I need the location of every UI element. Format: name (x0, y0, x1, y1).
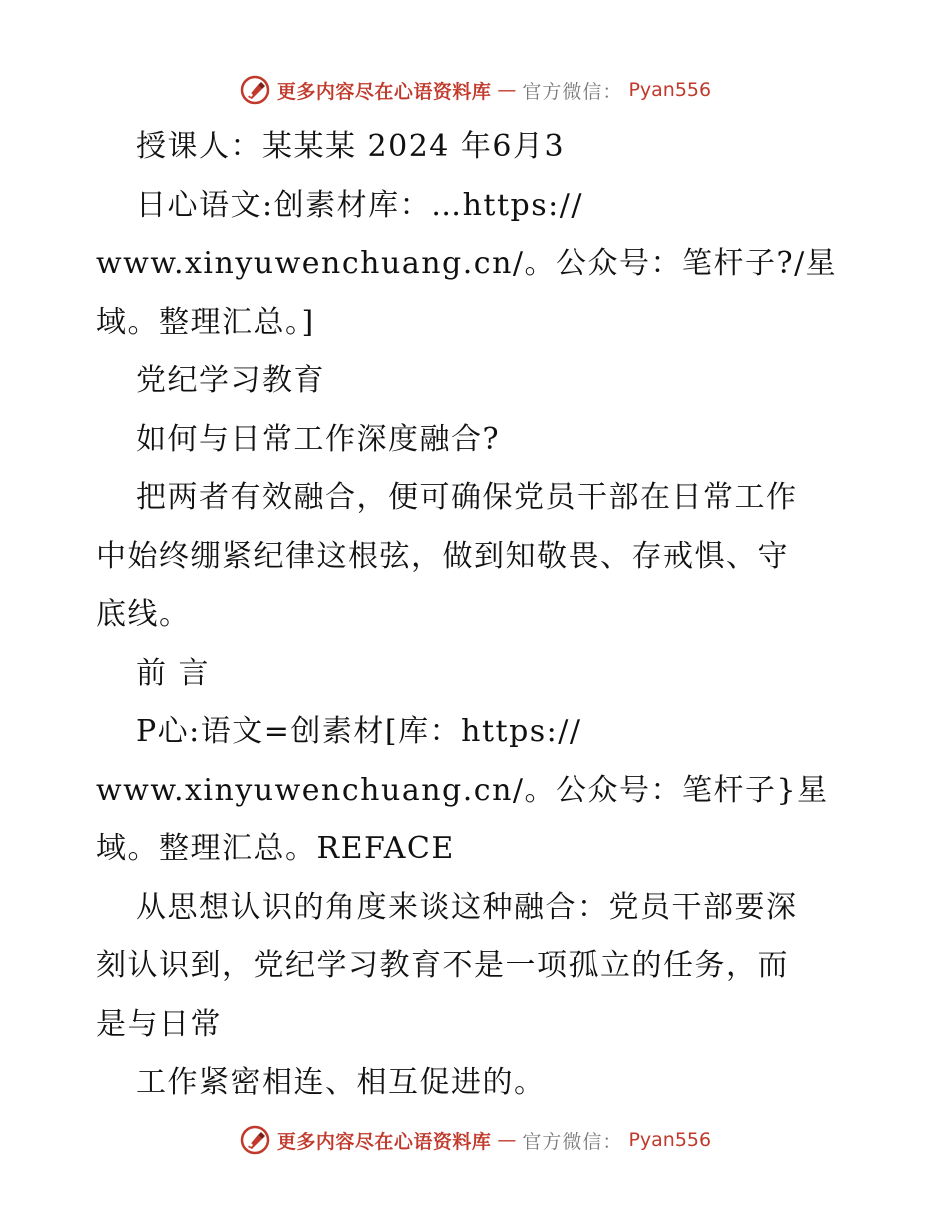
document-line: 中始终绷紧纪律这根弦，做到知敬畏、存戒惧、守 (96, 538, 789, 574)
watermark-dash: — (497, 79, 517, 101)
document-line: 日心语文:创素材库：…https:// (136, 187, 583, 223)
document-body (96, 118, 856, 1113)
document-line: 工作紧密相连、相互促进的。 (136, 1065, 546, 1100)
document-line: 域。整理汇总。REFACE (96, 831, 455, 866)
document-line: www.xinyuwenchuang.cn/。公众号：笔杆子?/星 (96, 246, 838, 281)
document-line: 底线。 (96, 597, 191, 632)
watermark-wechat-id: Pyan556 (628, 1129, 712, 1151)
watermark-wechat-id: Pyan556 (628, 79, 712, 101)
document-line: www.xinyuwenchuang.cn/。公众号：笔杆子}星 (96, 772, 829, 808)
document-line: 如何与日常工作深度融合? (136, 421, 501, 457)
document-line: 前 言 (136, 655, 211, 691)
document-line: 把两者有效融合，便可确保党员干部在日常工作 (136, 480, 798, 515)
pen-nib-logo-icon (239, 74, 271, 106)
document-line: 党纪学习教育 (136, 363, 325, 398)
watermark-dash: — (497, 1129, 517, 1151)
document-line: 域。整理汇总。] (96, 304, 315, 340)
watermark-wechat-label: 官方微信： (522, 80, 623, 103)
footer-watermark (0, 1120, 950, 1160)
document-line: 是与日常 (96, 1006, 222, 1042)
document-line: 刻认识到，党纪学习教育不是一项孤立的任务，而 (96, 948, 789, 983)
document-line: P心:语文=创素材[库：https:// (136, 714, 582, 749)
watermark-site-text: 更多内容尽在心语资料库 (276, 80, 492, 103)
watermark-site-text: 更多内容尽在心语资料库 (276, 1130, 492, 1153)
pen-nib-logo-icon (239, 1124, 271, 1156)
document-line: 授课人：某某某 2024 年6月3 (136, 129, 566, 164)
document-line: 从思想认识的角度来谈这种融合：党员干部要深 (136, 889, 798, 925)
watermark-wechat-label: 官方微信： (522, 1130, 623, 1153)
header-watermark (0, 70, 950, 110)
